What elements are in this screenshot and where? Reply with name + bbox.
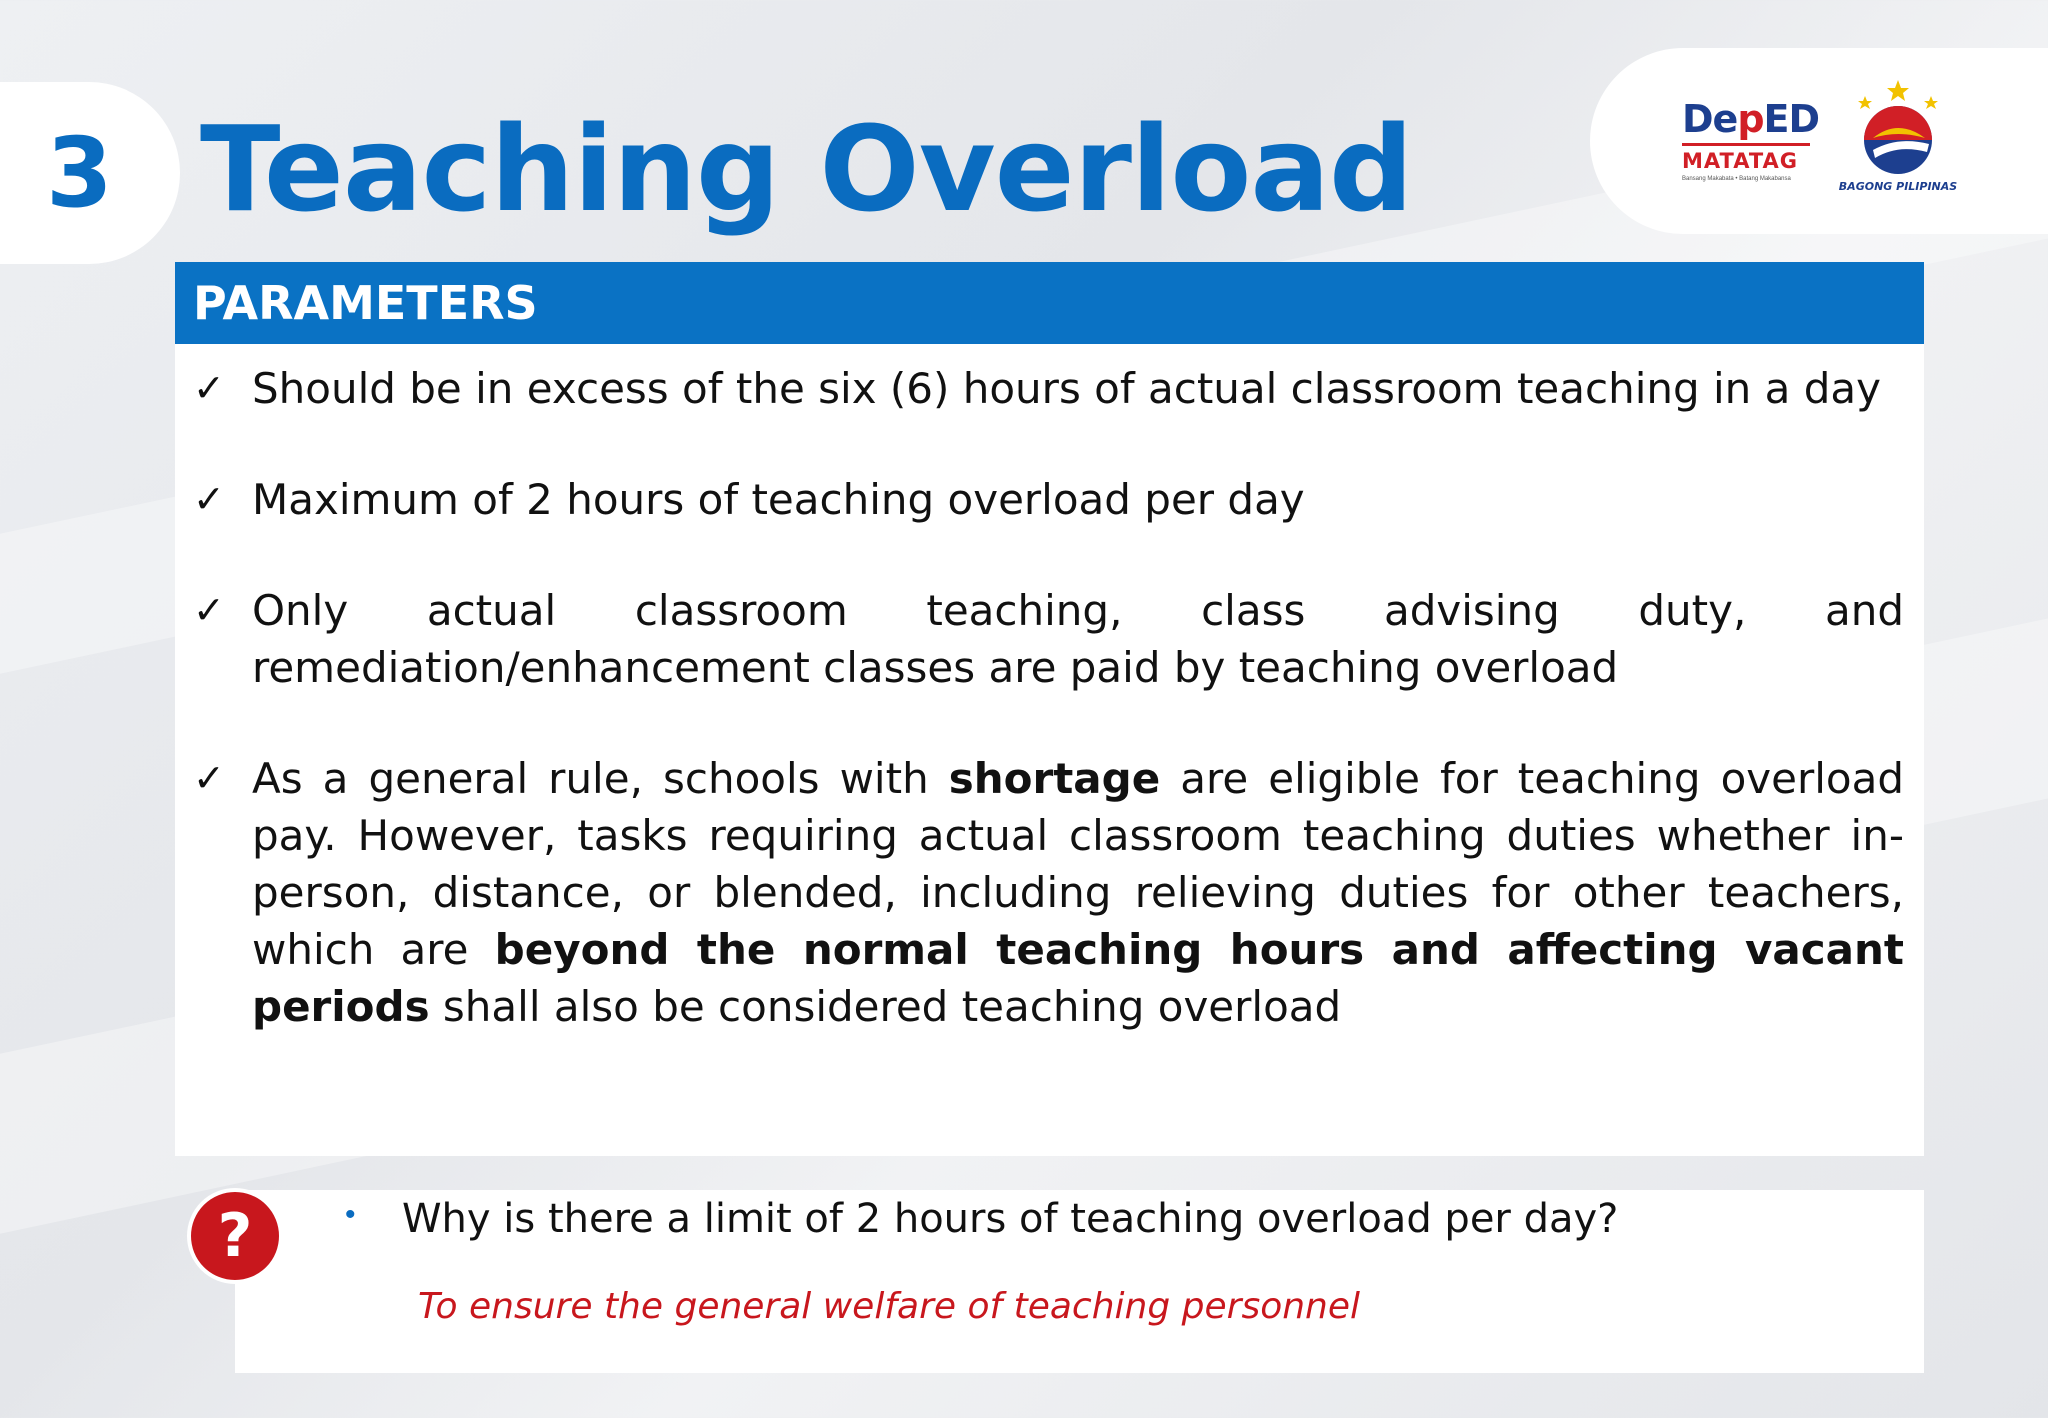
slide-number: 3: [46, 117, 113, 229]
parameter-text: [252, 471, 1904, 528]
bagong-pilipinas-logo: [1828, 78, 1968, 193]
text-segment: Only actual classroom teaching, class advising duty, and remediation/enhancement classes are paid by teaching overload: [252, 586, 1904, 692]
parameter-item: [193, 471, 1904, 528]
parameter-text: [252, 360, 1904, 417]
parameter-text: [252, 582, 1904, 696]
deped-matatag-logo: [1682, 97, 1822, 182]
deped-divider: [1682, 143, 1810, 146]
slide-number-tab: [0, 82, 180, 264]
checkmark-icon: ✓: [193, 588, 225, 632]
deped-subtext: Bansang Makabata • Batang Makabansa: [1682, 176, 1791, 182]
question-bullet: •: [345, 1198, 356, 1231]
text-segment: Maximum of 2 hours of teaching overload per day: [252, 475, 1305, 524]
logo-card: [1590, 48, 2048, 234]
parameters-list: [175, 344, 1924, 1035]
question-mark-icon: ?: [187, 1188, 283, 1284]
question-text: Why is there a limit of 2 hours of teaching overload per day?: [402, 1196, 1619, 1242]
checkmark-icon: ✓: [193, 756, 225, 800]
parameter-text: [252, 750, 1904, 1035]
bagong-pilipinas-label: BAGONG PILIPINAS: [1838, 180, 1958, 193]
parameter-item: [193, 360, 1904, 417]
deped-wordmark: DepED: [1682, 97, 1820, 141]
text-segment: are eligible for teaching overload pay. However, tasks requiring actual classroom teaching duties whether in-person, distance, or blended, including relieving duties for other teachers, which are: [252, 754, 1904, 974]
matatag-label: MATATAG: [1682, 149, 1799, 173]
text-segment: As a general rule, schools with: [252, 754, 949, 803]
text-segment: Should be in excess of the six (6) hours of actual classroom teaching in a day: [252, 364, 1881, 413]
bagong-pilipinas-emblem-icon: [1843, 78, 1953, 178]
emphasis-text: shortage: [948, 754, 1161, 803]
parameter-item: [193, 582, 1904, 696]
parameter-item: [193, 750, 1904, 1035]
page-title: Teaching Overload: [200, 100, 1413, 238]
answer-text: To ensure the general welfare of teaching personnel: [418, 1286, 1361, 1327]
emphasis-text: beyond the normal teaching hours and affecting vacant periods: [252, 925, 1904, 1031]
checkmark-icon: ✓: [193, 366, 225, 410]
parameters-panel: [175, 262, 1924, 1156]
text-segment: shall also be considered teaching overload: [429, 982, 1342, 1031]
checkmark-icon: ✓: [193, 477, 225, 521]
parameters-heading: PARAMETERS: [175, 262, 1924, 344]
